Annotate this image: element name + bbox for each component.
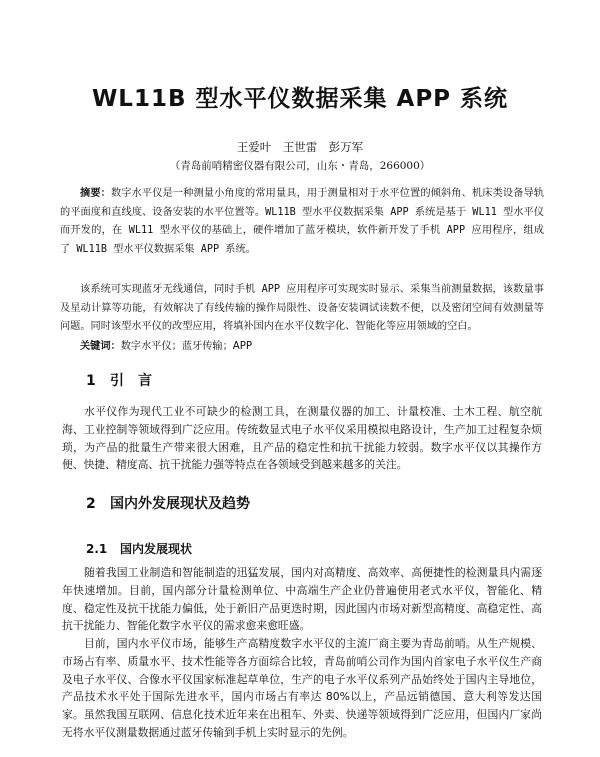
subsection-heading-domestic [86,540,192,557]
keywords-line [80,337,540,352]
section-number: 1 [86,373,96,389]
subsection-number: 2.1 [86,542,108,556]
paper-title: WL11B 型水平仪数据采集 APP 系统 [91,86,509,112]
abstract-paragraph-2: 该系统可实现蓝牙无线通信，同时手机 APP 应用程序可实现实时显示、采集当前测量数据，该数量事及星动计算等功能，有效解决了有线传输的操作局限性、设备安装调试读数不便，以及密闭空间有效测量等问题。同时该型水平仪的改型应用，将填补国内在水平仪数字化、智能化等应用领域的空白。 [60,284,544,332]
abstract-paragraph-1 [60,185,544,259]
keywords-text: 数字水平仪；蓝牙传输；APP [120,341,253,352]
abstract-text-1: 数字水平仪是一种测量小角度的常用量具，用于测量相对于水平位置的倾斜角、机床类设备导轨的平面度和直线度、设备安装的水平位置等。WL11B 型水平仪数据采集 APP 系统是基于 WL11 型水平仪而开发的，在 WL11 型水平仪的基础上，硬件增加了蓝牙模块，软件新开发了手机 APP 应用程序，组成了 WL11B 型水平仪数据采集 APP 系统。 [60,188,545,255]
author-list: 王爱叶 王世雷 彭万军 [236,140,364,154]
domestic-paragraph-1: 随着我国工业制造和智能制造的迅猛发展，国内对高精度、高效率、高便捷性的检测量具内需逐年快速增加。目前，国内部分计量检测单位、中高端生产企业仍普遍使用老式水平仪，智能化、精度、稳定性及抗干扰能力偏低，处于新旧产品更迭时期，因此国内市场对新型高精度、高稳定性、高抗干扰能力、智能化数字水平仪的需求愈来愈旺盛。 [62,566,542,633]
section-title: 国内外发展现状及趋势 [110,496,250,512]
section-number: 2 [86,496,96,512]
domestic-paragraph-2: 目前，国内水平仪市场，能够生产高精度数字水平仪的主流厂商主要为青岛前哨。从生产规模、市场占有率、质量水平、技术性能等各方面综合比较，青岛前哨公司作为国内首家电子水平仪生产商及电子水平仪、合像水平仪国家标准起草单位，生产的电子水平仪系列产品始终处于国内主导地位，产品技术水平处于国际先进水平，国内市场占有率达 80%以上，产品远销德国、意大利等发达国家。虽然我国互联网、信息化技术近年来在出租车、外卖、快递等领域得到广泛应用，但国内厂家尚无将水平仪测量数据通过蓝牙传输到手机上实时显示的先例。 [62,637,542,739]
introduction-paragraph: 水平仪作为现代工业不可缺少的检测工具，在测量仪器的加工、计量校准、土木工程、航空航海、工业控制等领域得到广泛应用。传统数显式电子水平仪采用模拟电路设计，生产加工过程复杂烦琐，为产品的批量生产带来很大困难，且产品的稳定性和抗干扰能力较弱。数字水平仪以其操作方便、快捷、精度高、抗干扰能力强等特点在各领域受到越来越多的关注。 [62,405,542,472]
subsection-title: 国内发展现状 [120,542,193,556]
section-title: 引言 [110,373,166,389]
section-heading-introduction [86,370,166,390]
abstract-label: 摘要： [80,188,111,199]
section-heading-development [86,493,250,513]
keywords-label: 关键词： [80,341,121,352]
author-affiliation: （青岛前哨精密仪器有限公司，山东・青岛，266000） [169,160,431,172]
